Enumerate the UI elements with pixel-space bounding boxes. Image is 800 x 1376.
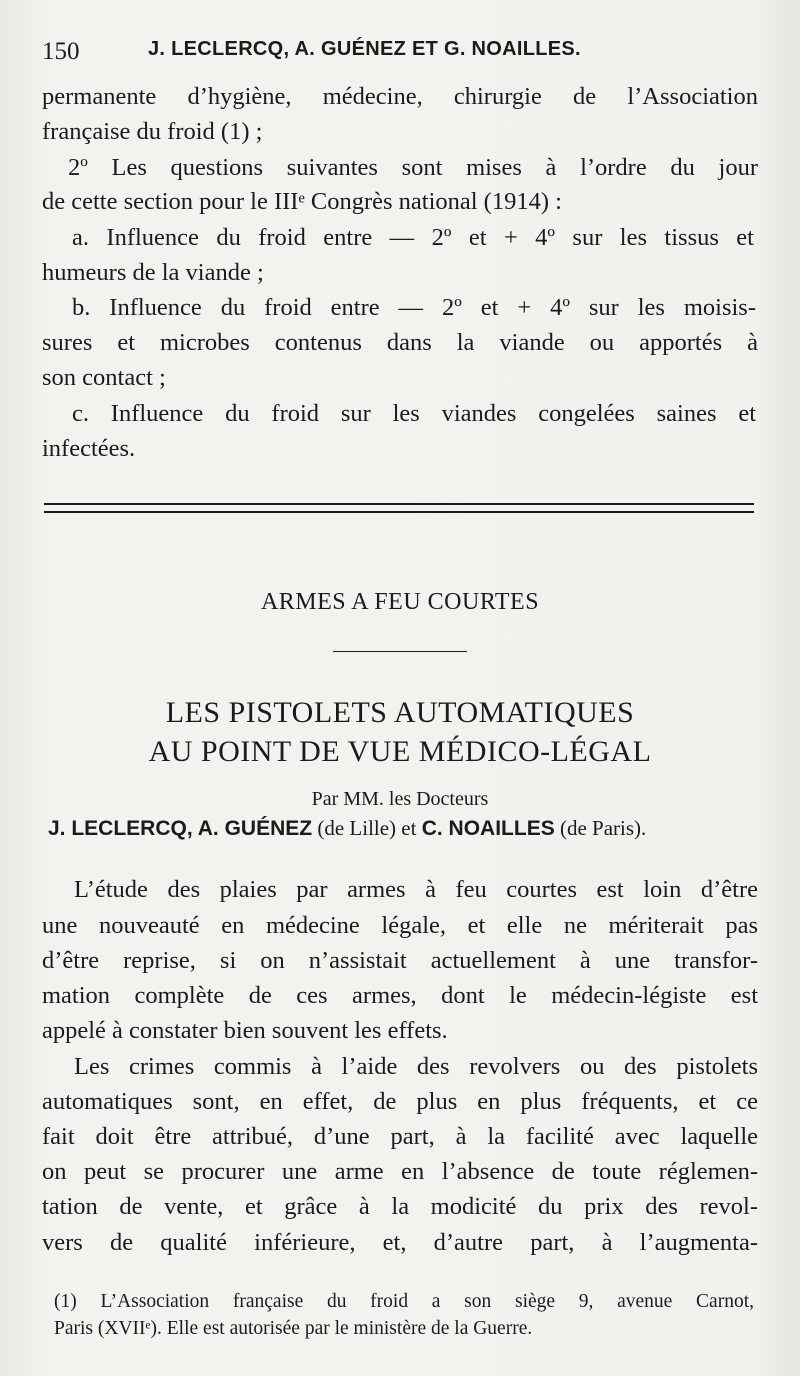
body-line: mation complète de ces armes, dont le médecin-légiste est <box>42 982 758 1009</box>
double-rule-bottom <box>44 511 754 513</box>
text-line: a. Influence du froid entre — 2º et + 4º sur les tissus et <box>72 224 754 251</box>
body-line: tation de vente, et grâce à la modicité du prix des revol- <box>42 1193 758 1220</box>
affiliation-2: (de Paris). <box>554 816 647 840</box>
page-number: 150 <box>42 38 80 65</box>
byline-authors <box>48 816 758 841</box>
text-line: française du froid (1) ; <box>42 118 263 145</box>
body-line: une nouveauté en médecine légale, et elle ne mériterait pas <box>42 912 758 939</box>
author-names-2: C. NOAILLES <box>421 817 555 840</box>
short-rule <box>333 651 467 652</box>
double-rule-top <box>44 503 754 505</box>
text-line: son contact ; <box>42 364 166 391</box>
page-header <box>42 32 760 72</box>
author-names-1: J. LECLERCQ, A. GUÉNEZ <box>48 817 313 840</box>
body-line: Les crimes commis à l’aide des revolvers ou des pistolets <box>74 1053 758 1080</box>
article-title-line-1: LES PISTOLETS AUTOMATIQUES <box>165 696 635 729</box>
text-line: humeurs de la viande ; <box>42 259 264 286</box>
affiliation-1: (de Lille) et <box>312 816 422 840</box>
body-line: d’être reprise, si on n’assistait actuellement à une transfor- <box>42 947 758 974</box>
footnote-line-1: (1) L’Association française du froid a son siège 9, avenue Carnot, <box>54 1291 754 1312</box>
section-title: ARMES A FEU COURTES <box>260 589 540 615</box>
text-line: b. Influence du froid entre — 2º et + 4º sur les moisis- <box>72 294 756 321</box>
footnote-line-2: Paris (XVIIᵉ). Elle est autorisée par le ministère de la Guerre. <box>54 1318 533 1339</box>
article-title-line-2: AU POINT DE VUE MÉDICO-LÉGAL <box>148 735 652 768</box>
running-head: J. LECLERCQ, A. GUÉNEZ ET G. NOAILLES. <box>148 38 581 60</box>
text-line: permanente d’hygiène, médecine, chirurgie de l’Association <box>42 83 758 110</box>
body-line: on peut se procurer une arme en l’absence de toute réglemen- <box>42 1158 758 1185</box>
body-line: vers de qualité inférieure, et, d’autre part, à l’augmenta- <box>42 1229 758 1256</box>
text-line: c. Influence du froid sur les viandes congelées saines et <box>72 400 756 427</box>
text-line: 2º Les questions suivantes sont mises à l’ordre du jour <box>68 154 758 181</box>
text-line: sures et microbes contenus dans la viande ou apportés à <box>42 329 758 356</box>
text-line: infectées. <box>42 435 136 462</box>
text-line: de cette section pour le IIIᵉ Congrès national (1914) : <box>42 188 562 215</box>
body-line: appelé à constater bien souvent les effets. <box>42 1017 448 1044</box>
byline-label: Par MM. les Docteurs <box>311 788 489 810</box>
body-line: automatiques sont, en effet, de plus en plus fréquents, et ce <box>42 1088 758 1115</box>
body-line: L’étude des plaies par armes à feu courtes est loin d’être <box>74 876 758 903</box>
body-line: fait doit être attribué, d’une part, à la facilité avec laquelle <box>42 1123 758 1150</box>
